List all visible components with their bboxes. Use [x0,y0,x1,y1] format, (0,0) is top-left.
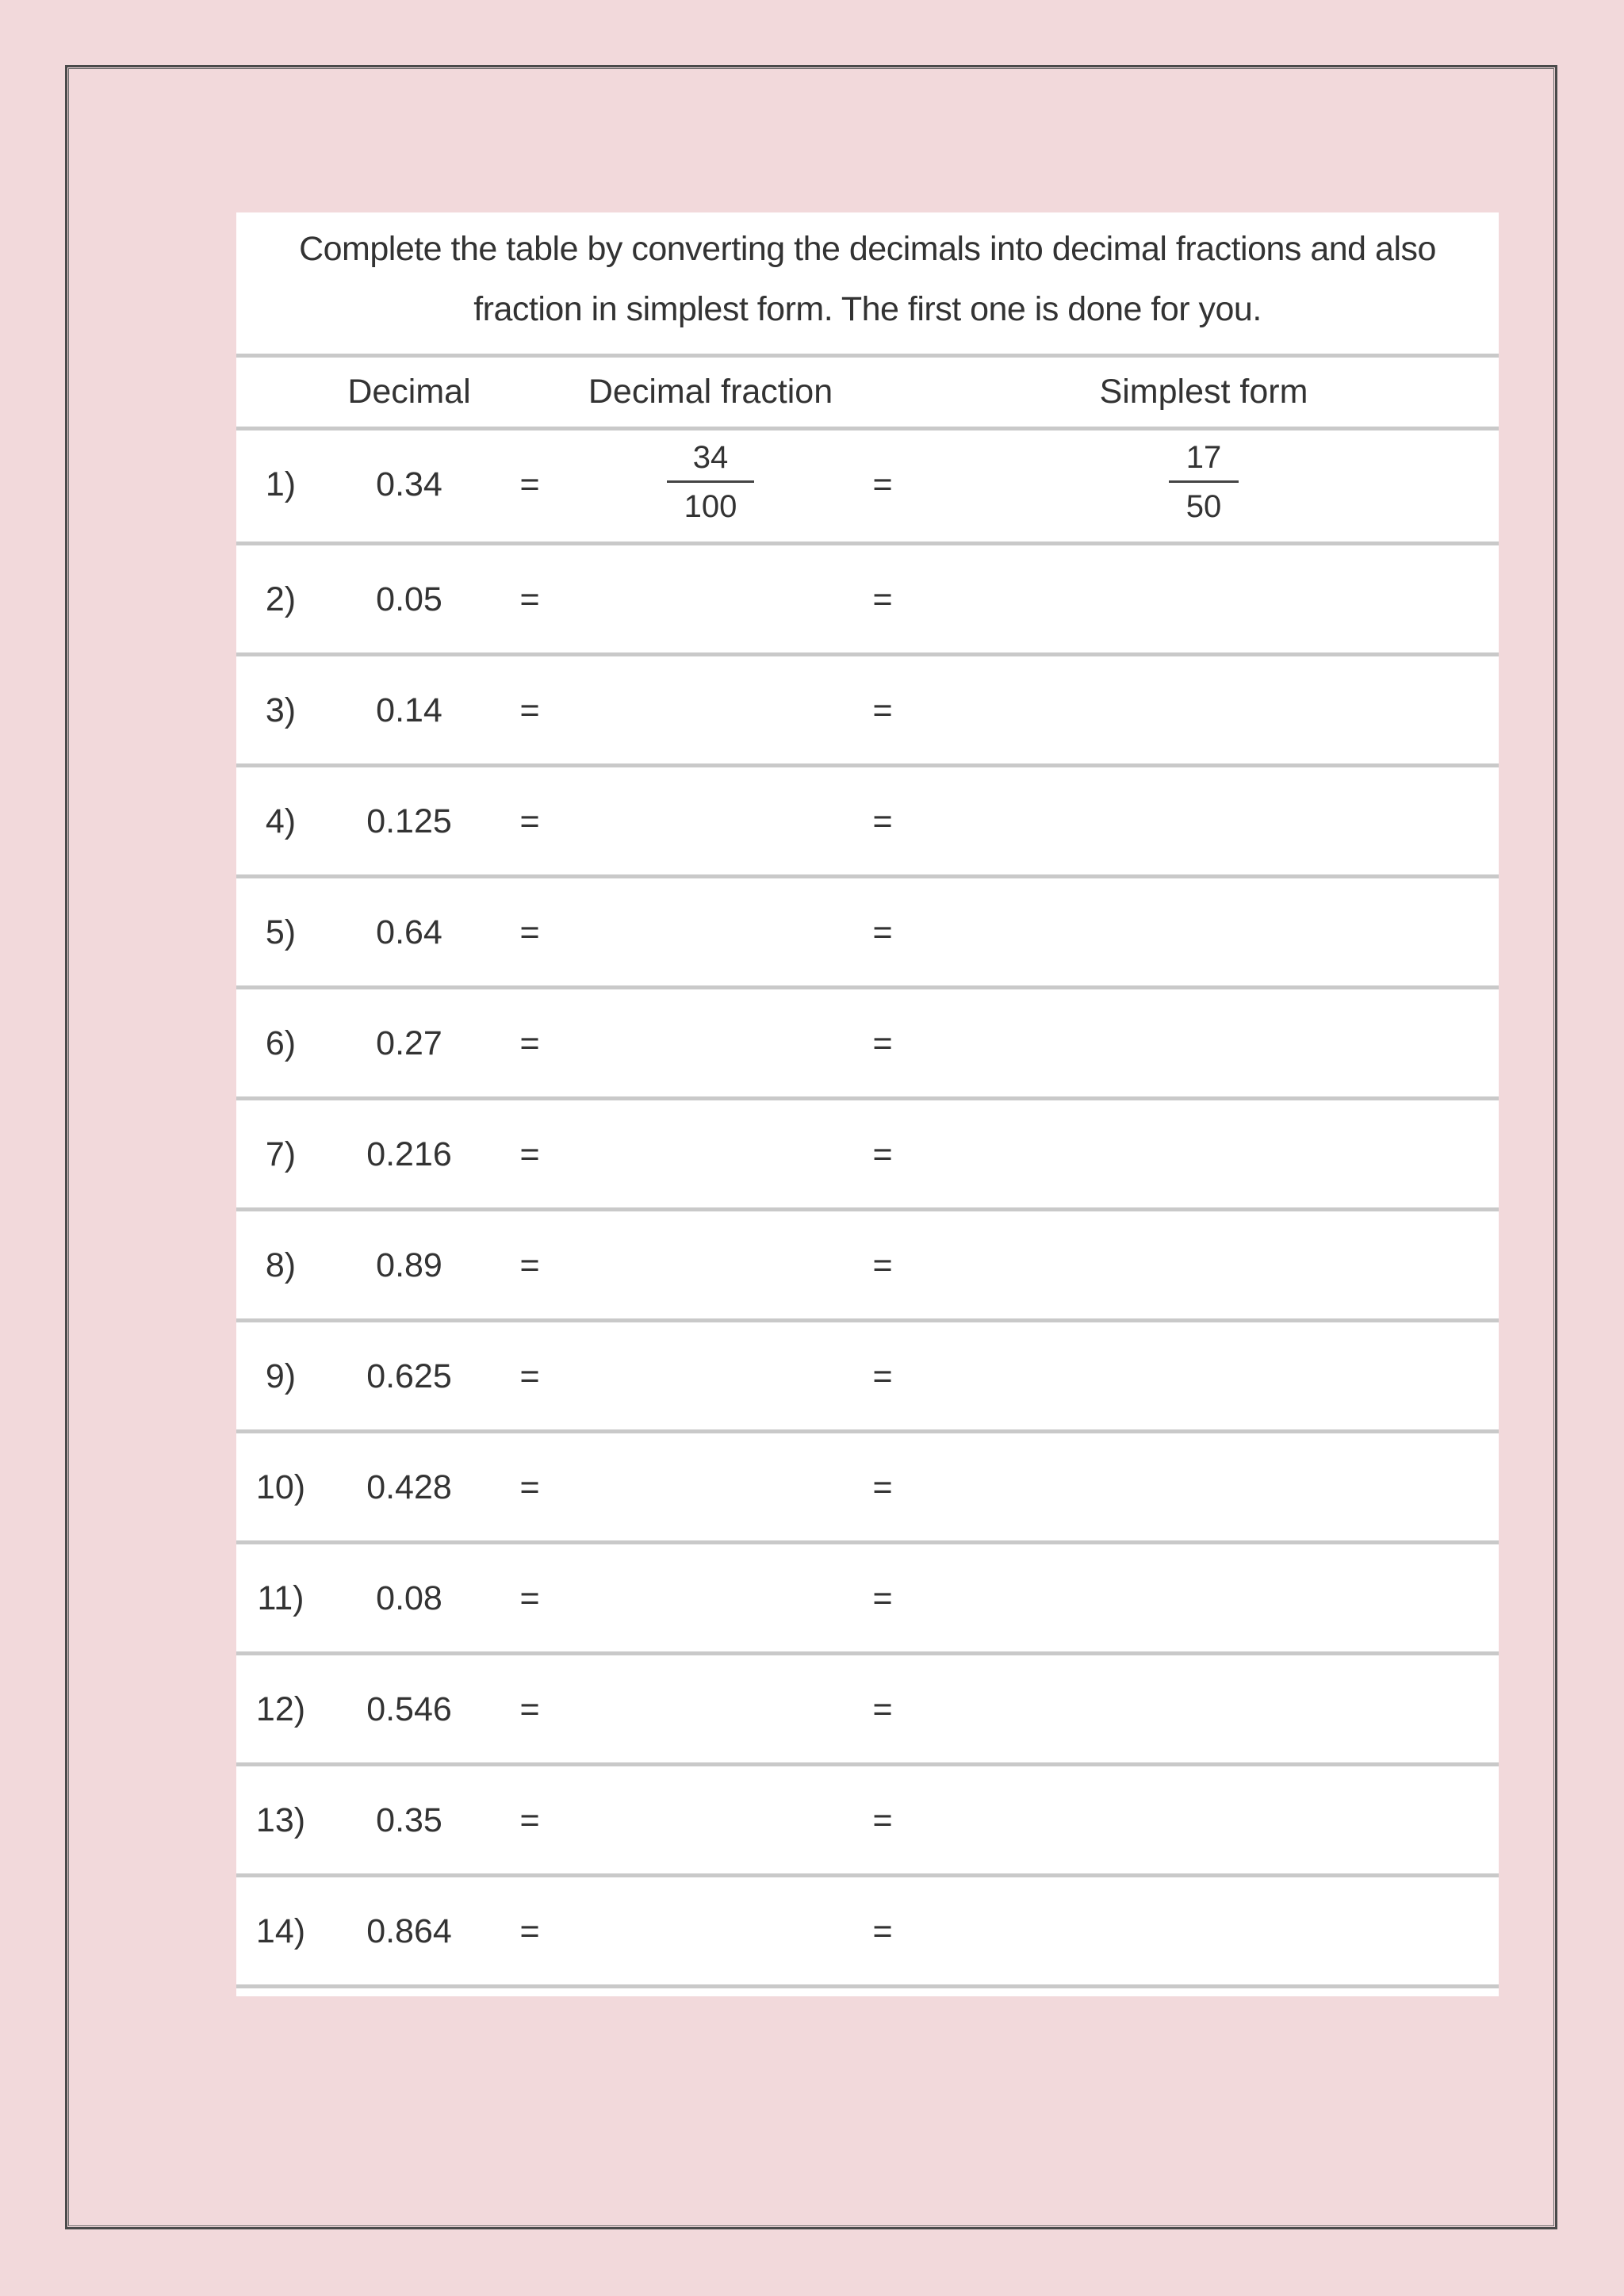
equals-sign: = [872,1690,893,1728]
equals-sign: = [519,1135,540,1173]
table-row [236,1322,1499,1433]
equals-sign: = [872,1579,893,1617]
table-row [236,1655,1499,1766]
equals-sign: = [872,1468,893,1506]
row-number: 8) [265,1246,297,1284]
equals-sign: = [519,580,540,618]
fraction-denominator: 100 [684,489,737,524]
equals-sign: = [872,1357,893,1395]
row-decimal: 0.64 [376,913,442,951]
equals-sign: = [872,580,893,618]
table-row [236,1433,1499,1544]
row-number: 9) [265,1357,297,1395]
table-row [236,545,1499,656]
table-row [236,1766,1499,1877]
equals-sign: = [872,802,893,840]
header-decimal: Decimal [347,373,471,411]
equals-sign: = [872,1246,893,1284]
decimal-fraction [667,440,754,525]
equals-sign: = [519,691,540,729]
row-decimal: 0.428 [366,1468,452,1506]
table-row [236,989,1499,1100]
equals-sign: = [519,1690,540,1728]
header-decimal-fraction: Decimal fraction [588,373,833,411]
fraction-numerator: 34 [692,440,729,475]
row-number: 2) [265,580,297,618]
instructions [236,212,1499,355]
equals-sign: = [872,1801,893,1839]
row-number: 6) [265,1024,297,1062]
row-decimal: 0.05 [376,580,442,618]
worksheet [236,212,1499,1996]
equals-sign: = [519,1912,540,1950]
equals-sign: = [872,913,893,951]
table-row-example [236,430,1499,541]
row-number: 1) [265,465,297,503]
row-decimal: 0.216 [366,1135,452,1173]
row-decimal: 0.125 [366,802,452,840]
row-number: 4) [265,802,297,840]
row-decimal: 0.546 [366,1690,452,1728]
equals-sign: = [519,913,540,951]
table-row [236,878,1499,989]
table-row [236,656,1499,767]
row-number: 14) [255,1912,306,1950]
row-number: 10) [255,1468,306,1506]
fraction-numerator: 17 [1185,440,1222,475]
fraction-denominator: 50 [1185,489,1222,524]
row-rule [236,1984,1499,1988]
equals-sign: = [872,1135,893,1173]
table-header [236,355,1499,427]
table-row [236,1877,1499,1988]
equals-sign: = [519,1246,540,1284]
row-decimal: 0.35 [376,1801,442,1839]
row-number: 13) [255,1801,306,1839]
row-decimal: 0.864 [366,1912,452,1950]
row-decimal: 0.27 [376,1024,442,1062]
simplest-form-fraction [1169,440,1239,525]
header-simplest-form: Simplest form [1099,373,1308,411]
instructions-line-2: fraction in simplest form. The first one is done for you. [473,290,1262,328]
instructions-line-1: Complete the table by converting the decimals into decimal fractions and also [299,230,1436,268]
table-row [236,1211,1499,1322]
row-number: 7) [265,1135,297,1173]
equals-sign: = [519,1357,540,1395]
equals-sign: = [519,1468,540,1506]
row-decimal: 0.34 [376,465,442,503]
row-number: 11) [257,1579,304,1617]
equals-sign: = [872,1024,893,1062]
table-row [236,1544,1499,1655]
equals-sign: = [519,465,540,503]
row-decimal: 0.14 [376,691,442,729]
fraction-bar [1169,480,1239,483]
equals-sign: = [872,465,893,503]
row-number: 3) [265,691,297,729]
row-number: 12) [255,1690,306,1728]
table-row [236,767,1499,878]
equals-sign: = [872,691,893,729]
fraction-bar [667,480,754,483]
row-decimal: 0.89 [376,1246,442,1284]
equals-sign: = [872,1912,893,1950]
equals-sign: = [519,1024,540,1062]
equals-sign: = [519,1579,540,1617]
row-number: 5) [265,913,297,951]
equals-sign: = [519,802,540,840]
row-decimal: 0.08 [376,1579,442,1617]
table-row [236,1100,1499,1211]
equals-sign: = [519,1801,540,1839]
row-decimal: 0.625 [366,1357,452,1395]
